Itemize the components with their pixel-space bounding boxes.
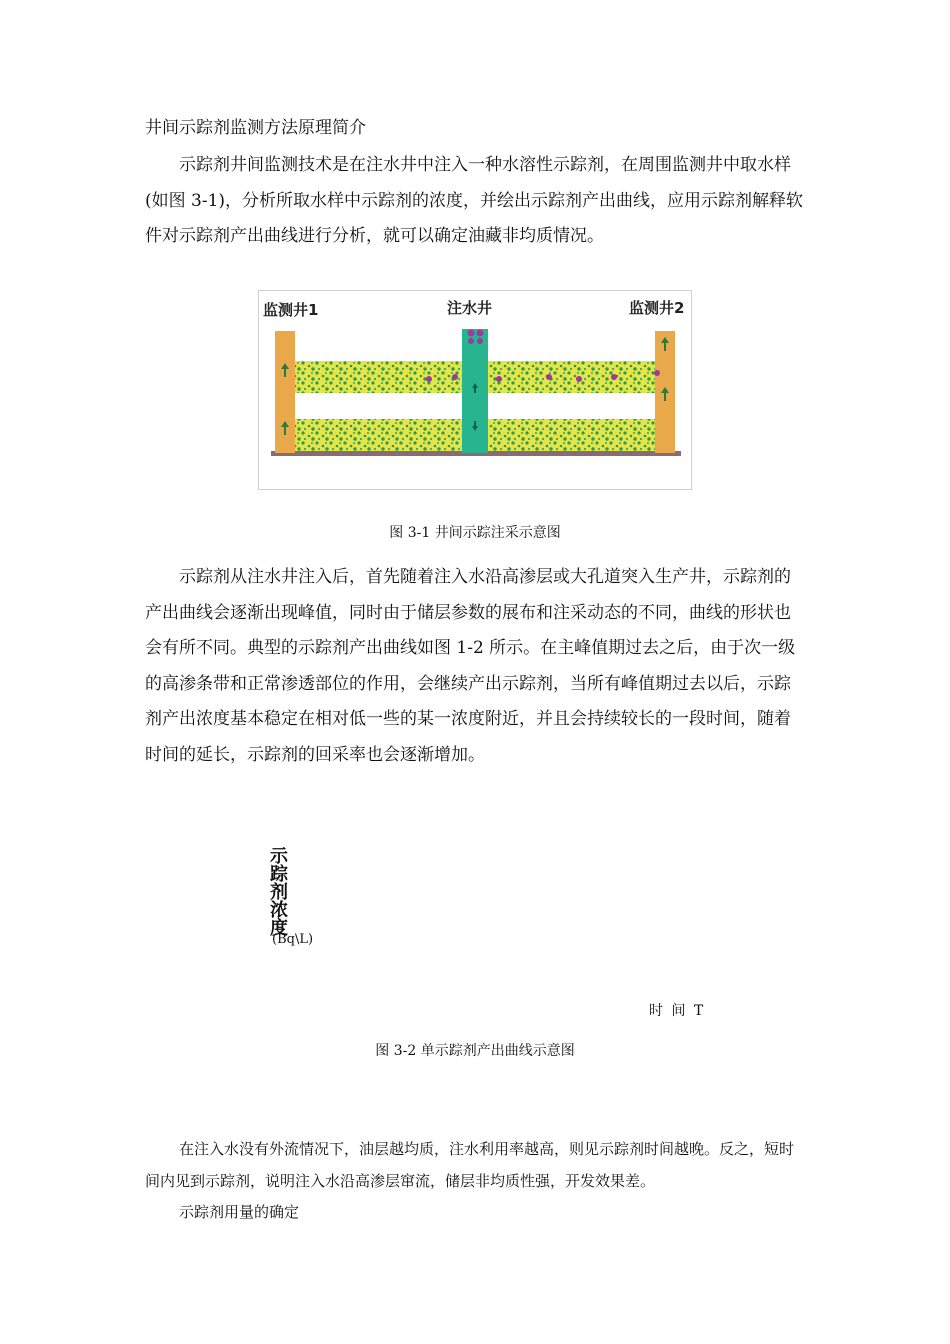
paragraph-intro: 示踪剂井间监测技术是在注水井中注入一种水溶性示踪剂，在周围监测井中取水样(如图 3-1)，分析所取水样中示踪剂的浓度，并绘出示踪剂产出曲线，应用示踪剂解释软件对示踪剂产出曲线进行分析，就可以确定油藏非均质情况。 (145, 155, 804, 246)
label-injection-well: 注水井 (447, 299, 493, 317)
paragraph-conclusion: 在注入水没有外流情况下，油层越均质，注水利用率越高，则见示踪剂时间越晚。反之，短时间内见到示踪剂，说明注入水沿高渗层窜流，储层非均质性强，开发效果差。 (145, 1140, 795, 1190)
label-monitor-well-2: 监测井2 (629, 299, 685, 317)
figure1-caption: 图 3-1 井间示踪注采示意图 (389, 525, 561, 541)
paragraph-tracer-curve: 示踪剂从注水井注入后，首先随着注入水沿高渗层或大孔道突入生产井，示踪剂的产出曲线会逐渐出现峰值，同时由于储层参数的展布和注采动态的不同，曲线的形状也会有所不同。典型的示踪剂产出曲线如图 1-2 所示。在主峰值期过去之后，由于次一级的高渗条带和正常渗透部位的作用，会继续产出示踪剂，当所有峰值期过去以后，示踪剂产出浓度基本稳定在相对低一些的某一浓度附近，并且会持续较长的一段时间，随着时间的延长，示踪剂的回采率也会逐渐增加。 (145, 567, 796, 765)
section-heading: 井间示踪剂监测方法原理简介 (145, 118, 366, 138)
label-monitor-well-1: 监测井1 (263, 301, 319, 319)
figure2-ylabel: 示踪剂浓度 (270, 846, 288, 939)
figure2-xlabel: 时 间 T (649, 1003, 706, 1019)
figure2-caption: 图 3-2 单示踪剂产出曲线示意图 (375, 1043, 575, 1059)
figure-injection-schematic (258, 290, 692, 490)
schematic-svg (259, 291, 691, 489)
figure2-yunit: (Bq\L) (272, 932, 314, 947)
section-heading-2: 示踪剂用量的确定 (179, 1203, 300, 1221)
